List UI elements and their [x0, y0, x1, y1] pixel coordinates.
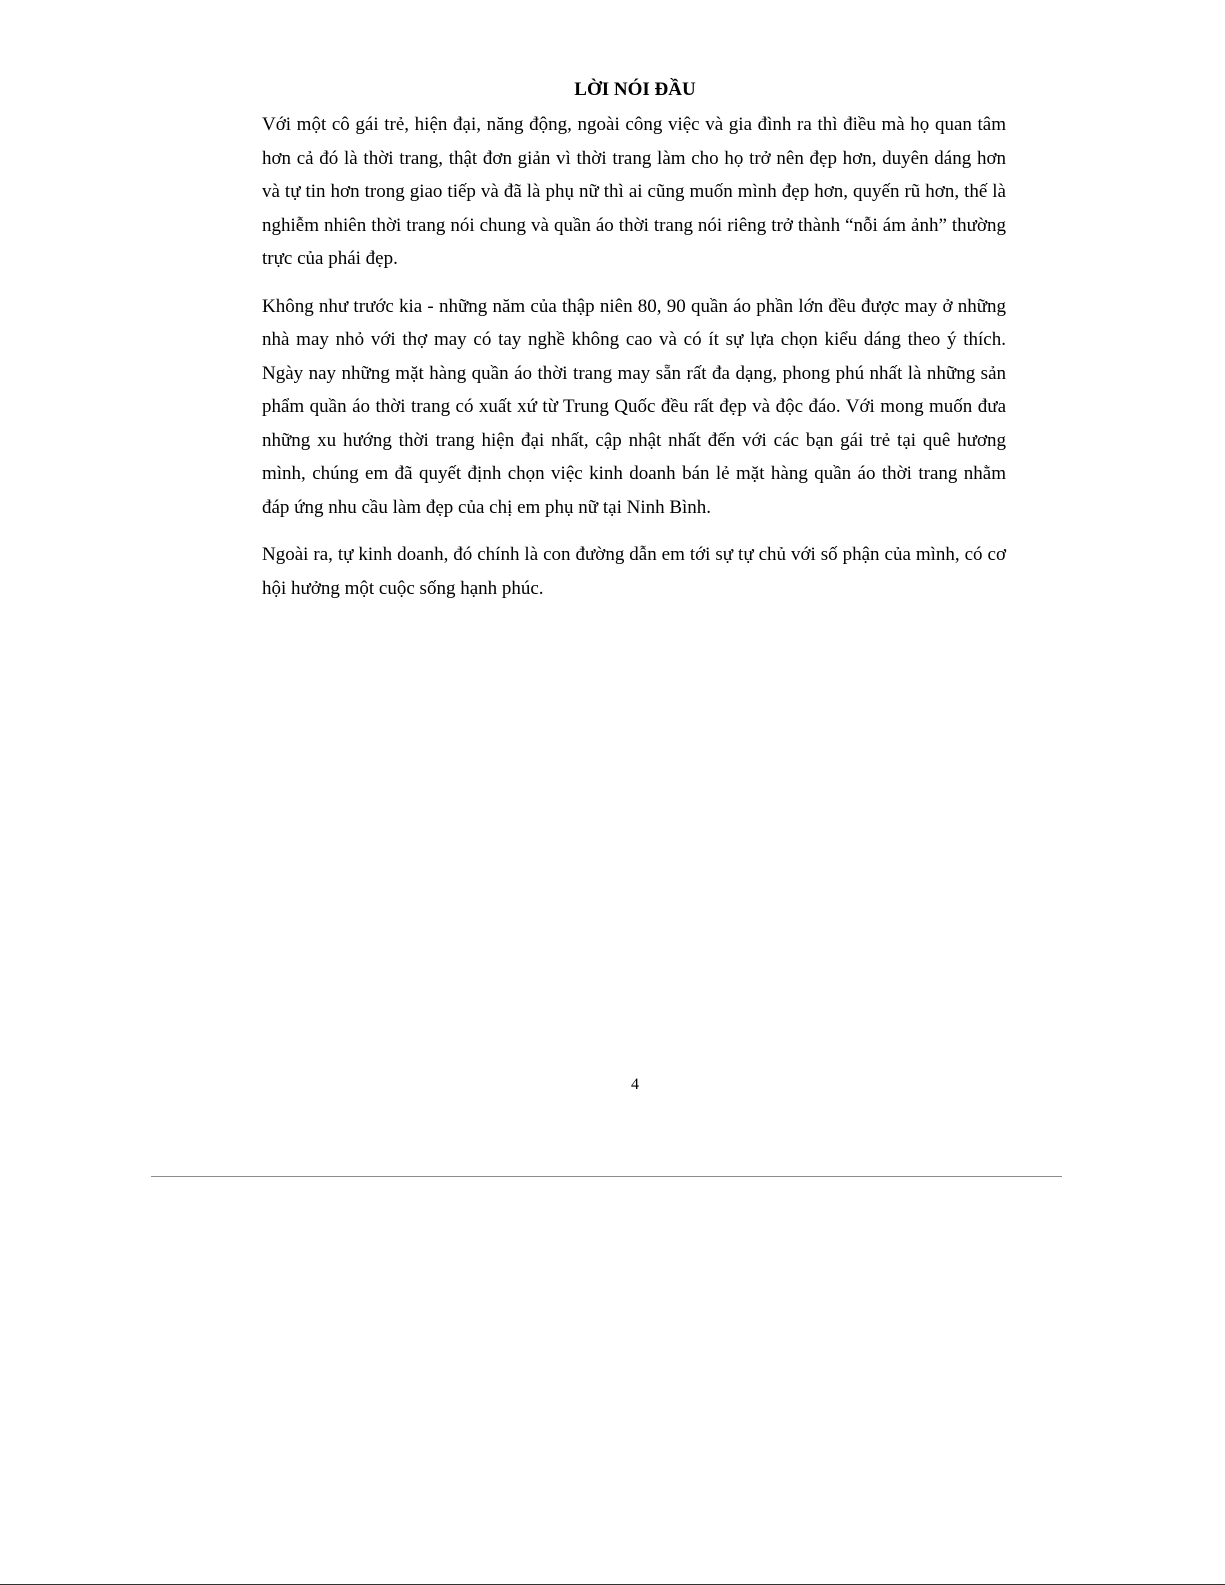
paragraph-3: Ngoài ra, tự kinh doanh, đó chính là con đường dẫn em tới sự tự chủ với số phận của mình, có cơ hội hưởng một cuộc sống hạnh phúc. — [262, 544, 1006, 599]
paragraph-1: Với một cô gái trẻ, hiện đại, năng động, ngoài công việc và gia đình ra thì điều mà họ quan tâm hơn cả đó là thời trang, thật đơn giản vì thời trang làm cho họ trở nên đẹp hơn, duyên dáng hơn và tự tin hơn trong giao tiếp và đã là phụ nữ thì ai cũng muốn mình đẹp hơn, quyến rũ hơn, thế là nghiễm nhiên thời trang nói chung và quần áo thời trang nói riêng trở thành “nỗi ám ảnh” thường trực của phái đẹp. — [262, 114, 1006, 269]
paragraph-2: Không như trước kia - những năm của thập niên 80, 90 quần áo phần lớn đều được may ở những nhà may nhỏ với thợ may có tay nghề không cao và có ít sự lựa chọn kiểu dáng theo ý thích. Ngày nay những mặt hàng quần áo thời trang may sẵn rất đa dạng, phong phú nhất là những sản phẩm quần áo thời trang có xuất xứ từ Trung Quốc đều rất đẹp và độc đáo. Với mong muốn đưa những xu hướng thời trang hiện đại nhất, cập nhật nhất đến với các bạn gái trẻ tại quê hương mình, chúng em đã quyết định chọn việc kinh doanh bán lẻ mặt hàng quần áo thời trang nhằm đáp ứng nhu cầu làm đẹp của chị em phụ nữ tại Ninh Bình. — [262, 295, 1006, 518]
page-title: LỜI NÓI ĐẦU — [574, 79, 696, 100]
page-number: 4 — [631, 1076, 639, 1093]
page-separator — [151, 1176, 1062, 1177]
body-text — [262, 108, 1006, 619]
